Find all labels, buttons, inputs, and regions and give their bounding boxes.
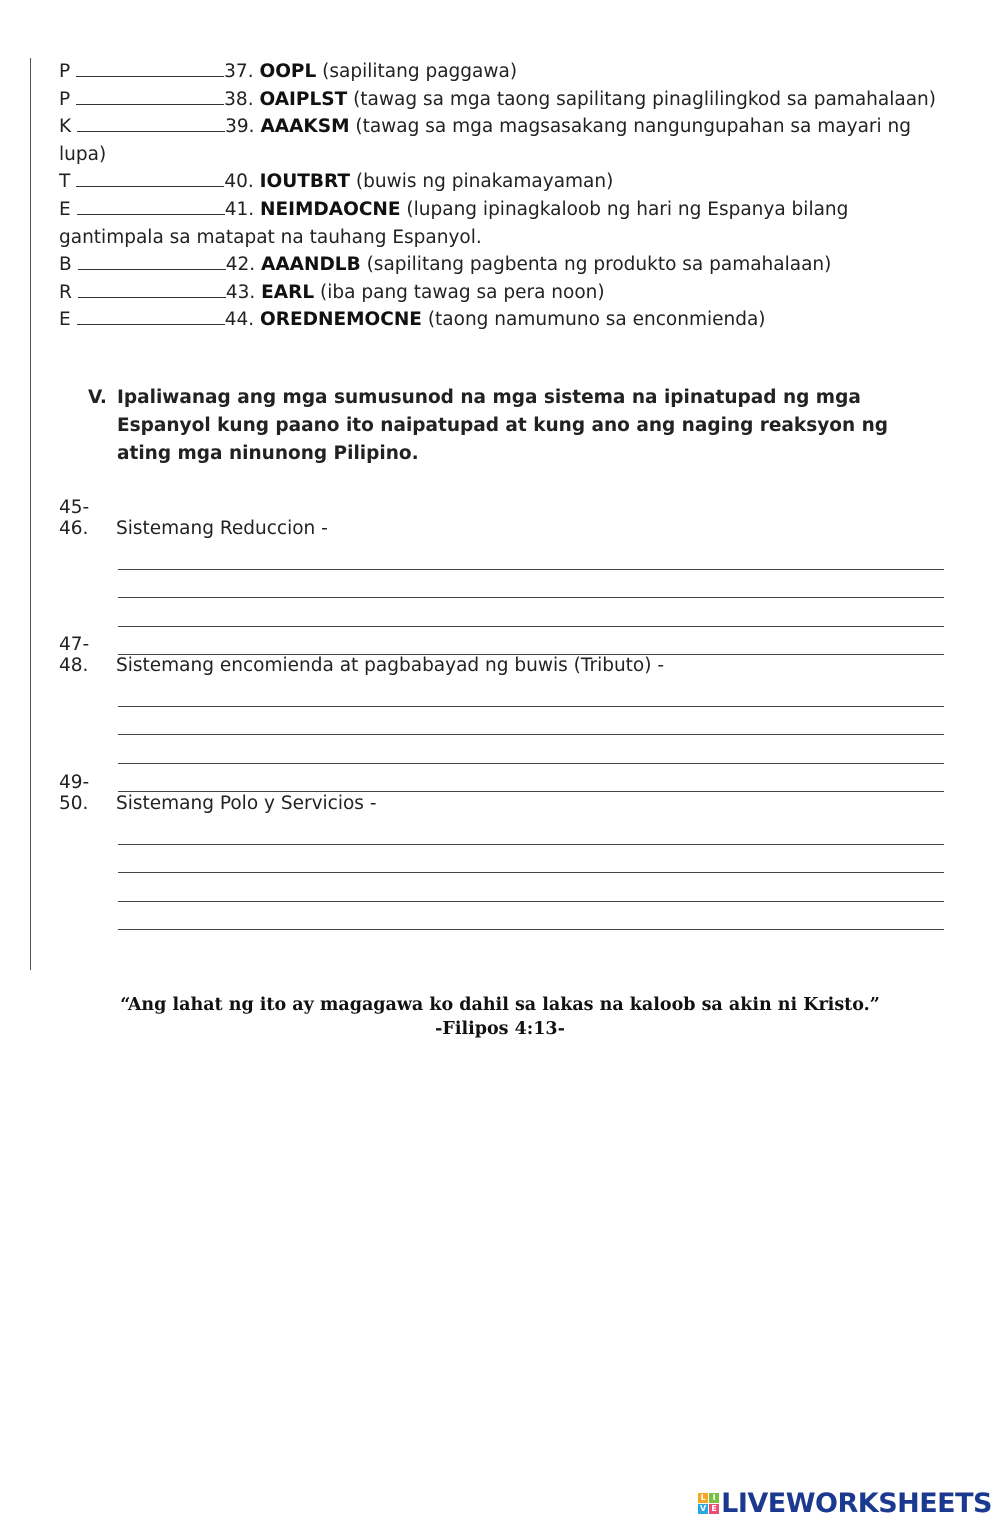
item-43: R 43. EARL (iba pang tawag sa pera noon) bbox=[59, 281, 605, 303]
answer-items bbox=[59, 58, 949, 334]
answer-blank[interactable] bbox=[76, 170, 224, 187]
item-44: E 44. OREDNEMOCNE (taong namumuno sa enconmienda) bbox=[59, 309, 766, 331]
answer-blank[interactable] bbox=[76, 60, 224, 77]
question-text: Sistemang Polo y Servicios - bbox=[116, 793, 377, 814]
answer-blank[interactable] bbox=[77, 198, 225, 215]
item-42: B 42. AAANDLB (sapilitang pagbenta ng produkto sa pamahalaan) bbox=[59, 254, 832, 276]
answer-lines[interactable] bbox=[118, 816, 944, 930]
answer-line[interactable] bbox=[118, 570, 944, 599]
scrambled-word: EARL bbox=[261, 281, 315, 303]
scrambled-word: IOUTBRT bbox=[259, 171, 351, 193]
answer-blank[interactable] bbox=[77, 115, 225, 132]
answer-line[interactable] bbox=[118, 816, 944, 845]
answer-line[interactable] bbox=[118, 902, 944, 931]
scrambled-word: OREDNEMOCNE bbox=[260, 309, 422, 331]
scrambled-word: OAIPLST bbox=[259, 88, 348, 110]
question-49-50 bbox=[59, 772, 944, 930]
quote-text: “Ang lahat ng ito ay magagawa ko dahil sa lakas na kaloob sa akin ni Kristo.” bbox=[120, 995, 880, 1015]
liveworksheets-logo bbox=[698, 1488, 992, 1519]
question-number: 45-46. bbox=[59, 497, 90, 539]
answer-line[interactable] bbox=[118, 845, 944, 874]
scrambled-word: OOPL bbox=[259, 61, 317, 82]
item-37: P 37. OOPL (sapilitang paggawa) bbox=[59, 61, 518, 82]
logo-mark-icon: L I V E bbox=[698, 1493, 719, 1514]
answer-blank[interactable] bbox=[77, 308, 225, 325]
logo-text: LIVEWORKSHEETS bbox=[721, 1488, 992, 1519]
answer-line[interactable] bbox=[118, 678, 944, 707]
item-39: K 39. AAAKSM (tawag sa mga magsasakang nangungupahan sa mayari ng lupa) bbox=[59, 116, 912, 165]
scrambled-word: AAANDLB bbox=[261, 254, 361, 276]
answer-line[interactable] bbox=[118, 735, 944, 764]
margin-line bbox=[30, 58, 31, 970]
item-41: E 41. NEIMDAOCNE (lupang ipinagkaloob ng hari ng Espanya bilang gantimpala sa matapat na tauhang Espanyol. bbox=[59, 198, 849, 248]
answer-line[interactable] bbox=[118, 598, 944, 627]
answer-blank[interactable] bbox=[76, 88, 224, 105]
question-number: 47-48. bbox=[59, 634, 90, 676]
answer-line[interactable] bbox=[118, 541, 944, 570]
question-47-48 bbox=[59, 634, 944, 792]
answer-line[interactable] bbox=[118, 707, 944, 736]
question-text: Sistemang encomienda at pagbabayad ng buwis (Tributo) - bbox=[116, 655, 665, 676]
section-instruction-text: Ipaliwanag ang mga sumusunod na mga sistema na ipinatupad ng mga Espanyol kung paano ito naipatupad at kung ano ang naging reaksyon ng ating mga ninunong Pilipino. bbox=[117, 387, 889, 464]
answer-blank[interactable] bbox=[78, 281, 226, 298]
bible-quote bbox=[0, 993, 1000, 1041]
question-45-46 bbox=[59, 497, 944, 655]
answer-line[interactable] bbox=[118, 873, 944, 902]
question-text: Sistemang Reduccion - bbox=[116, 518, 328, 539]
question-number: 49-50. bbox=[59, 772, 90, 814]
section-v-instruction bbox=[88, 384, 948, 468]
scrambled-word: NEIMDAOCNE bbox=[260, 198, 401, 220]
scrambled-word: AAAKSM bbox=[260, 116, 350, 138]
section-number: V. bbox=[88, 387, 107, 408]
item-40: T 40. IOUTBRT (buwis ng pinakamayaman) bbox=[59, 171, 614, 193]
answer-blank[interactable] bbox=[78, 253, 226, 270]
quote-source: -Filipos 4:13- bbox=[435, 1019, 565, 1039]
item-38: P 38. OAIPLST (tawag sa mga taong sapilitang pinaglilingkod sa pamahalaan) bbox=[59, 88, 936, 110]
